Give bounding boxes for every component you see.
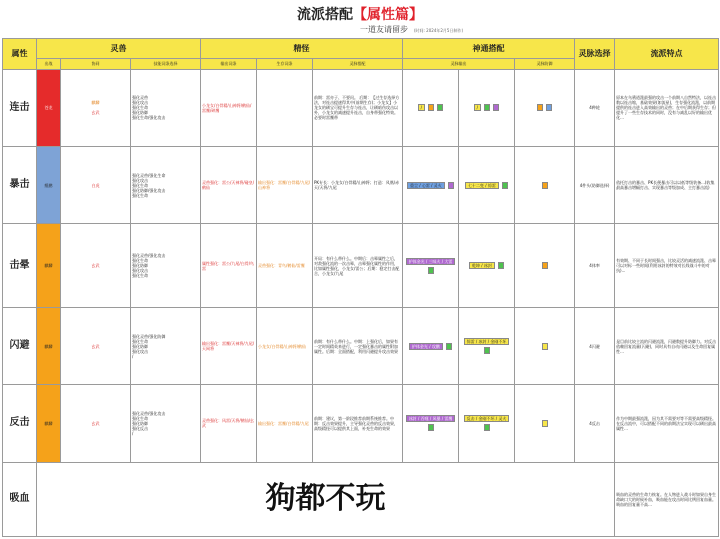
xie-item: 玄武: [91, 263, 100, 269]
skill-item: 强化防御: [132, 420, 148, 426]
header-jingguai: 精怪: [201, 39, 403, 59]
mix-fanji: 前期：建议，第一阶段推荐前期系统推荐。中期：反击效果提升，主导强化灵兽的反击效果，高级精怪可以提供其上面，补充生命的效果: [313, 385, 403, 462]
skills-jiyun: [131, 224, 201, 308]
page-title: [0, 4, 720, 24]
attr-lianji: 连击: [3, 69, 37, 146]
subheader-live: 生存词条: [257, 59, 313, 69]
attr-xixue: 吸血: [3, 462, 37, 536]
header-lingshou: 灵兽: [37, 39, 201, 59]
live-jiyun: 灵兽强化：青鸟/鹤仙/雷鹰: [257, 224, 313, 308]
shen-cell: [542, 343, 548, 350]
subtitle-text: 一道友请留步: [360, 25, 408, 34]
shen-extra-lianji: [515, 69, 575, 146]
out-shanbi: 输出强化：雷鹰/天神将/九尾/天网将: [201, 307, 257, 384]
shen-cell: [484, 424, 490, 431]
subheader-lm-out: 灵脉输出: [403, 59, 515, 69]
out-fanji: 灵兽强化：风雷/天将/鹤仙/玄武: [201, 385, 257, 462]
shen-cell: [446, 343, 452, 350]
skill-item: 强化生命: [132, 338, 148, 344]
shen-cell: [542, 262, 548, 269]
shen-out-jiyun: [403, 224, 459, 308]
shen-extra-shanbi: [515, 307, 575, 384]
skills-baoji: [131, 146, 201, 223]
live-fanji: 输出强化：雷鹰/白骨精/九尾: [257, 385, 313, 462]
skill-item: 强化攻击: [132, 348, 148, 354]
live-shanbi: 小龙女/白骨精/山神将/鹤仙: [257, 307, 313, 384]
chu-jiyun: 麒麟: [37, 224, 61, 308]
shen-cell: 护体金光 / 三味火 / 大雷: [406, 258, 456, 265]
subheader-skills: 技能词条选择: [131, 59, 201, 69]
shen-cell: 冰封 / 吞噬 / 风暴 / 雷鹰: [406, 415, 456, 422]
skill-item: 强化生命: [132, 258, 148, 264]
attr-jiyun: 击晕: [3, 224, 37, 308]
attr-shanbi: 闪避: [3, 307, 37, 384]
skill-item: 强化灵兽/强化生命: [132, 172, 166, 178]
skill-item: 强化灵兽/强化防御: [132, 333, 166, 339]
subheader-xie: 协同: [61, 59, 131, 69]
shen-cell: [428, 104, 434, 111]
shen-cell: [537, 104, 543, 111]
skill-item: /: [132, 353, 134, 359]
shen-cell: [542, 182, 548, 189]
feature-jiyun: 有效期、不同于长时间强击，比较灵活的减速流派、击晕可以对标一些时间(利用冰封的特效对长线战斗中的对抗)...: [615, 224, 719, 308]
skill-item: 强化防御: [132, 263, 148, 269]
skill-item: 强化攻击: [132, 268, 148, 274]
shen-cell: /: [418, 104, 425, 111]
shen-out-lianji: [403, 69, 459, 146]
skill-item: 强化生命: [132, 182, 148, 188]
shen-extra-jiyun: [515, 224, 575, 308]
feature-xixue: 吸血的灵兽的生命力恢复。在人物进入战斗时如果自身生命缺口大的时候补血，吸血能在攻击时同比例回复血量。吸血的回复量不高...: [615, 462, 719, 536]
subheader-lm-def: 灵脉防御: [515, 59, 575, 69]
shen-cell: 七十二变 / 惊雷: [465, 182, 499, 189]
shen-out-shanbi: [403, 307, 459, 384]
skill-item: 强化灵兽/强化攻击: [132, 253, 166, 259]
lingmai-lianji: 4种轮: [575, 69, 615, 146]
skill-item: 强化反击: [132, 425, 148, 431]
shen-cell: [493, 104, 499, 111]
skill-item: 强化灵兽: [132, 95, 148, 101]
shen-cell: [484, 347, 490, 354]
shen-extra-baoji: [515, 146, 575, 223]
chu-fanji: 麒麟: [37, 385, 61, 462]
shen-def-fanji: [459, 385, 515, 462]
out-jiyun: 属性强化：雷公/九尾/白骨/鸟雷: [201, 224, 257, 308]
shen-cell: [448, 182, 454, 189]
chu-lianji: 苍龙: [37, 69, 61, 146]
xie-item: 麒麟: [91, 100, 100, 106]
shen-cell: [437, 104, 443, 111]
xie-fanji: [61, 385, 131, 462]
xie-item: 玄武: [91, 343, 100, 349]
strategy-table: [2, 38, 719, 537]
skill-item: 强化防御: [132, 343, 148, 349]
shen-cell: [546, 104, 552, 111]
shen-def-shanbi: [459, 307, 515, 384]
lingmai-fanji: 4反击: [575, 385, 615, 462]
shen-cell: [542, 420, 548, 427]
skills-fanji: [131, 385, 201, 462]
xie-shanbi: [61, 307, 131, 384]
lingmai-jiyun: 4体率: [575, 224, 615, 308]
mix-shanbi: 前期：有什么带什么。中期：上强化后，如果有一定时间精英来进行，一定强化暴击的属性附加属性。后期：全面搭配，利用闪避提升攻击效果: [313, 307, 403, 384]
xie-baoji: [61, 146, 131, 223]
header-lingshou-select: 灵脉选择: [575, 39, 615, 70]
skill-item: 强化攻击: [132, 177, 148, 183]
shen-cell: 惊雷 / 冰封 / 金刚不坏: [464, 338, 510, 345]
subheader-mix: 灵脉搭配: [313, 59, 403, 69]
skill-item: 强化生命: [132, 415, 148, 421]
header-shentong: 神通搭配: [403, 39, 575, 59]
subtitle: [360, 24, 463, 35]
xie-item: 白虎: [91, 182, 100, 188]
shen-cell: 反击 / 金刚不坏 / 灵火: [464, 415, 510, 422]
header-liupai: 流派特点: [615, 39, 719, 70]
xie-lianji: [61, 69, 131, 146]
skill-item: /: [132, 430, 134, 436]
mix-baoji: PK专长：小龙女/白骨精/山神将；打造：凤凰/赤天/天将/九尾: [313, 146, 403, 223]
lingmai-shanbi: 4闪避: [575, 307, 615, 384]
shen-cell: 乾坤 / 冰封: [469, 262, 495, 269]
mix-lianji: 前期：雷亦子、不要问。 后期：【过生存选择方法，对连击提速得其中(前期生存)；小龙女】小龙女的刷宝可提升生存与连击，让刷暗伤攻击以外，小龙女的减速提升连击，自身带强化特效。必要时雷鹰带: [313, 69, 403, 146]
skills-lianji: [131, 69, 201, 146]
shen-def-baoji: [459, 146, 515, 223]
header-attr: 属性: [3, 39, 37, 70]
shen-out-baoji: [403, 146, 459, 223]
feature-lianji: 原本在乌鸦道派最强的攻击一个前期八自然特法，以连击数以连击缩，基础效果(如流星)，生存强化流派，以前期提供的连击进入高效输出的灵兽；在中后期获得生存；但提升了一些生存技术的同时，没有与减乱以好的输出优化...: [615, 69, 719, 146]
live-lianji: [257, 69, 313, 146]
shen-extra-fanji: [515, 385, 575, 462]
skill-item: 强化生命: [132, 105, 148, 111]
xie-item: 玄武: [91, 420, 100, 426]
skill-item: 强化攻击: [132, 100, 148, 106]
skill-item: 强化生命: [132, 273, 148, 279]
xie-item: 玄武: [91, 110, 100, 116]
skill-item: 强化防御/强化攻击: [132, 187, 166, 193]
skill-item: 强化生命/强化攻击: [132, 115, 166, 121]
feature-fanji: 作为中期最强流派，因为其不需要对等不需要高级精怪。在反击流中，可以搭配不同的前期法宝实现可以刷出最高属性...: [615, 385, 719, 462]
out-baoji: 灵兽强化：雷公/天神将/碰皇/鹤仙: [201, 146, 257, 223]
live-baoji: 输出强化：雷鹰/白骨精/九尾/山神将: [257, 146, 313, 223]
lingmai-baoji: 4件头(防御选择): [575, 146, 615, 223]
subheader-out: 输出词条: [201, 59, 257, 69]
feature-shanbi: 是目前比较主流的闪避流派，闪避数提升防御力。对反击依赖回复流量(闪避)，同时具有自动闪避以及生命回复属性...: [615, 307, 719, 384]
xixue-verdict: 狗都不玩: [37, 462, 615, 536]
title-bracket: 【属性篇】: [353, 7, 423, 23]
shen-cell: /: [474, 104, 481, 111]
skill-item: 强化防御: [132, 110, 148, 116]
chu-baoji: 鲲鹏: [37, 146, 61, 223]
shen-cell: [502, 182, 508, 189]
shen-def-lianji: [459, 69, 515, 146]
subtitle-note: (时间: 2024年2月5日制作): [414, 28, 464, 33]
xie-jiyun: [61, 224, 131, 308]
skill-item: 强化灵兽/强化攻击: [132, 410, 166, 416]
shen-out-fanji: [403, 385, 459, 462]
subheader-chu: 出战: [37, 59, 61, 69]
shen-cell: 护体金光 / 攻鹏: [409, 343, 443, 350]
shen-cell: [498, 262, 504, 269]
shen-cell: [428, 424, 434, 431]
attr-fanji: 反击: [3, 385, 37, 462]
out-lianji: 小龙女/白骨精/山神将/鹤仙/雷鹰/碎鹰: [201, 69, 257, 146]
shen-cell: [428, 267, 434, 274]
skills-shanbi: [131, 307, 201, 384]
attr-baoji: 暴击: [3, 146, 37, 223]
skill-item: 强化生命: [132, 192, 148, 198]
mix-jiyun: 开局：有什么带什么。中期后：击晕属性之后，对敌强化流的一次击晕，击晕强化属性的作用，比如属性强化，小龙女/雷公；后期：稳定打击配合，小龙女/九尾: [313, 224, 403, 308]
title-main: 流派搭配: [297, 7, 353, 23]
shen-cell: 重尘 / 心雷 / 灵火: [407, 182, 445, 189]
feature-baoji: 依托打击的暴击、PK长便暴击可以以低等级装备...(收集最高暴击增幅打击、实现暴击等级加成、主打暴击流): [615, 146, 719, 223]
shen-def-jiyun: [459, 224, 515, 308]
shen-cell: [484, 104, 490, 111]
chu-shanbi: 麒麟: [37, 307, 61, 384]
